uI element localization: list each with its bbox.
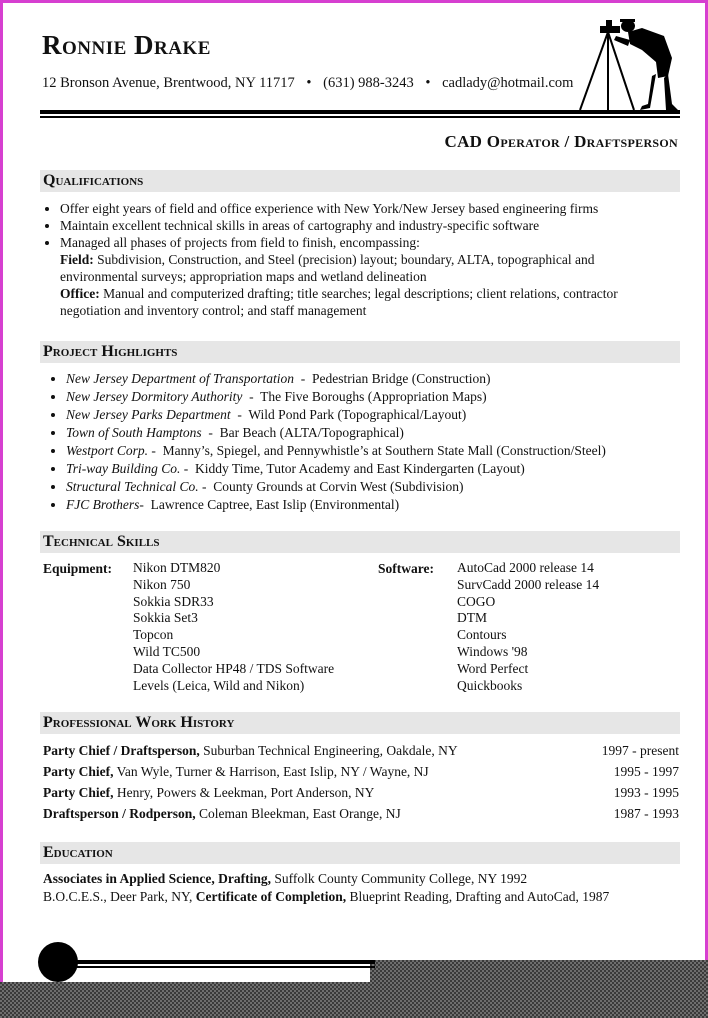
cert-school: B.O.C.E.S., Deer Park, NY, [43,889,196,904]
office-text: Manual and computerized drafting; title searches; legal descriptions; client relations, contractor negotiation and inventory control; and staff management [60,286,618,318]
project-desc: Pedestrian Bridge (Construction) [312,371,491,386]
footer-circle [38,942,78,982]
project-sep: - [198,479,214,494]
list-item: Nikon 750 [133,576,191,592]
project-sep: - [294,371,312,386]
project-org: New Jersey Dormitory Authority [66,389,243,404]
list-item: COGO [457,593,496,609]
project-org: New Jersey Parks Department [66,407,231,422]
project-desc: Manny’s, Spiegel, and Pennywhistle’s at Southern State Mall (Construction/Steel) [162,443,606,458]
education-line-2 [43,888,679,906]
footer-pattern [0,960,708,1018]
software-label: Software: [378,561,434,576]
equipment-label: Equipment: [43,561,113,576]
work-row [43,740,679,761]
project-sep: - [180,461,196,476]
job-title: CAD Operator / Draftsperson [444,132,678,151]
degree-school: Suffolk County Community College, NY 1992 [271,871,528,886]
project-org: Westport Corp. [66,443,149,458]
project-desc: Bar Beach (ALTA/Topographical) [219,425,404,440]
project-sep: - [148,443,163,458]
list-item: Quickbooks [457,677,523,693]
list-item: Data Collector HP48 / TDS Software [133,660,335,676]
project-desc: County Grounds at Corvin West (Subdivision) [213,479,464,494]
work-dates: 1987 - 1993 [613,806,679,821]
list-item-text: Managed all phases of projects from field to finish, encompassing: [60,235,420,250]
header-rule [40,110,680,114]
work-role: Party Chief, [43,785,114,800]
project-sep: - [230,407,249,422]
contact-line [42,75,573,92]
work-employer: Coleman Bleekman, East Orange, NJ [195,806,401,821]
project-org: New Jersey Department of Transportation [66,371,294,386]
section-heading-qualifications: Qualifications [40,170,680,192]
office-label: Office: [60,286,100,301]
list-item [66,424,676,442]
candidate-name: Ronnie Drake [42,30,211,60]
project-org: Town of South Hamptons [66,425,202,440]
list-item: Wild TC500 [133,643,201,659]
list-item: Levels (Leica, Wild and Nikon) [133,677,305,693]
list-item: Sokkia SDR33 [133,593,214,609]
project-org: Tri-way Building Co. [66,461,181,476]
list-item: DTM [457,610,487,626]
work-role: Party Chief, [43,764,114,779]
work-employer: Suburban Technical Engineering, Oakdale, NY [199,743,458,758]
project-sep: - [242,389,261,404]
list-item: Contours [457,627,507,643]
footer-rule [60,960,375,964]
header-rule-thin [40,116,680,118]
work-row [43,782,679,803]
list-item: Nikon DTM820 [133,560,221,575]
certificate-subjects: Blueprint Reading, Drafting and AutoCad, 1987 [346,889,610,904]
footer-rule-thin [60,966,375,968]
qualifications-list [42,200,672,319]
list-item: Sokkia Set3 [133,610,198,626]
section-heading-education: Education [40,842,680,864]
work-dates: 1993 - 1995 [613,785,679,800]
equipment-list [133,560,334,694]
project-desc: Kiddy Time, Tutor Academy and East Kindergarten (Layout) [195,461,525,476]
list-item: Topcon [133,627,174,643]
field-text: Subdivision, Construction, and Steel (precision) layout; boundary, ALTA, topographical and environmental surveys; appropriation maps and wetland delineation [60,252,595,284]
project-desc: Lawrence Captree, East Islip (Environmental) [150,497,400,512]
project-org: FJC Brothers [66,497,140,512]
project-desc: The Five Boroughs (Appropriation Maps) [260,389,487,404]
list-item [66,406,676,424]
list-item [66,370,676,388]
software-list [457,560,599,694]
list-item: SurvCadd 2000 release 14 [457,576,600,592]
list-item: • Offer eight years of field and office experience with New York/New Jersey based engineering firms [60,200,672,217]
work-history-list [43,740,679,824]
separator-dot: • [425,75,431,91]
address: 12 Bronson Avenue, Brentwood, NY 11717 [42,75,295,91]
section-heading-skills: Technical Skills [40,531,680,553]
project-org: Structural Technical Co. [66,479,199,494]
section-heading-projects: Project Highlights [40,341,680,363]
work-role: Draftsperson / Rodperson, [43,806,196,821]
list-item [66,478,676,496]
list-item [66,460,676,478]
projects-list [46,370,676,514]
project-desc: Wild Pond Park (Topographical/Layout) [248,407,467,422]
project-sep: - [139,497,151,512]
list-item [60,234,672,319]
work-role: Party Chief / Draftsperson, [43,743,200,758]
list-item: AutoCad 2000 release 14 [457,560,594,575]
list-item [66,496,676,514]
work-employer: Henry, Powers & Leekman, Port Anderson, NY [113,785,375,800]
list-item: Word Perfect [457,660,529,676]
certificate: Certificate of Completion, [195,889,347,904]
list-item [66,442,676,460]
education-line-1 [43,870,679,888]
section-heading-work: Professional Work History [40,712,680,734]
office-detail [60,285,672,319]
degree: Associates in Applied Science, Drafting, [43,871,271,886]
work-dates: 1995 - 1997 [613,764,679,779]
field-detail [60,251,672,285]
list-item: • Maintain excellent technical skills in areas of cartography and industry-specific software [60,217,672,234]
work-dates: 1997 - present [601,743,679,758]
list-item [66,388,676,406]
list-item: Windows '98 [457,643,528,659]
email-link[interactable]: cadlady@hotmail.com [442,75,574,91]
phone: (631) 988-3243 [323,75,414,91]
surveyor-with-tripod-icon [572,14,684,112]
project-sep: - [201,425,220,440]
work-row [43,761,679,782]
field-label: Field: [60,252,94,267]
separator-dot: • [306,75,312,91]
education-list [43,870,679,906]
work-row [43,803,679,824]
work-employer: Van Wyle, Turner & Harrison, East Islip, NY / Wayne, NJ [113,764,429,779]
